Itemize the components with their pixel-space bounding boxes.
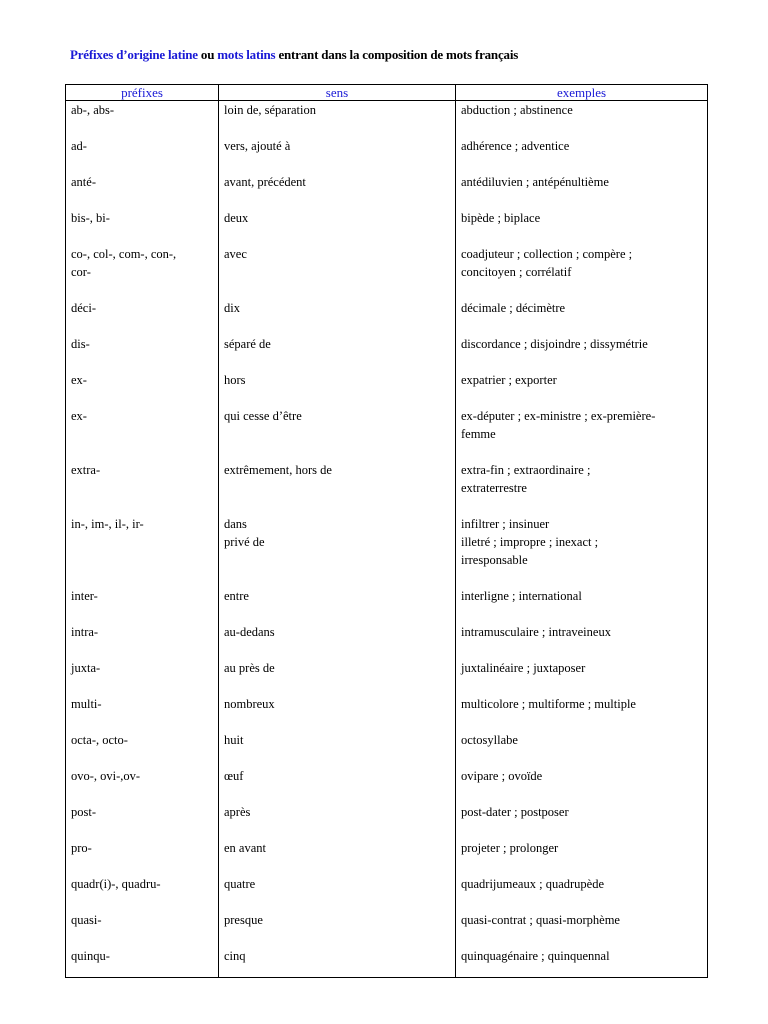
exemples-cell: extra-fin ; extraordinaire ; extraterrestre [456,461,708,515]
sens-cell: deux [219,209,456,245]
sens-cell: vers, ajouté à [219,137,456,173]
exemples-cell: ovipare ; ovoïde [456,767,708,803]
exemples-cell: décimale ; décimètre [456,299,708,335]
sens-cell: en avant [219,839,456,875]
table-row [66,767,708,803]
sens-cell: presque [219,911,456,947]
exemples-cell: projeter ; prolonger [456,839,708,875]
exemples-cell: post-dater ; postposer [456,803,708,839]
prefix-cell: quinqu- [66,947,219,978]
prefix-cell: multi- [66,695,219,731]
table-row [66,209,708,245]
exemples-cell: interligne ; international [456,587,708,623]
header-row [66,85,708,101]
sens-cell: œuf [219,767,456,803]
table-row [66,623,708,659]
prefix-cell: extra- [66,461,219,515]
table-row [66,911,708,947]
exemples-cell: intramusculaire ; intraveineux [456,623,708,659]
table-row [66,137,708,173]
prefix-cell: juxta- [66,659,219,695]
sens-cell: avec [219,245,456,299]
exemples-cell: discordance ; disjoindre ; dissymétrie [456,335,708,371]
document-title [70,47,730,63]
prefix-cell: post- [66,803,219,839]
table-row [66,407,708,461]
prefix-cell: déci- [66,299,219,335]
sens-cell: nombreux [219,695,456,731]
sens-cell: quatre [219,875,456,911]
sens-cell: qui cesse d’être [219,407,456,461]
prefix-cell: anté- [66,173,219,209]
prefix-table [65,84,708,978]
exemples-cell: juxtalinéaire ; juxtaposer [456,659,708,695]
prefix-cell: bis-, bi- [66,209,219,245]
table-row [66,659,708,695]
sens-cell: cinq [219,947,456,978]
sens-cell: extrêmement, hors de [219,461,456,515]
table-row [66,245,708,299]
prefix-cell: quasi- [66,911,219,947]
sens-cell: dix [219,299,456,335]
exemples-cell: quinquagénaire ; quinquennal [456,947,708,978]
table-row [66,101,708,138]
column-header-sens: sens [219,85,456,101]
sens-cell: avant, précédent [219,173,456,209]
exemples-cell: expatrier ; exporter [456,371,708,407]
table-row [66,731,708,767]
table-row [66,371,708,407]
exemples-cell: bipède ; biplace [456,209,708,245]
table-row [66,299,708,335]
table-row [66,587,708,623]
prefix-cell: in-, im-, il-, ir- [66,515,219,587]
sens-cell: après [219,803,456,839]
sens-cell: dans privé de [219,515,456,587]
exemples-cell: adhérence ; adventice [456,137,708,173]
title-rest: entrant dans la composition de mots français [275,47,519,62]
prefix-cell: ovo-, ovi-,ov- [66,767,219,803]
exemples-cell: abduction ; abstinence [456,101,708,138]
prefix-cell: dis- [66,335,219,371]
prefix-cell: ab-, abs- [66,101,219,138]
prefix-cell: intra- [66,623,219,659]
table-header [66,85,708,101]
prefix-cell: pro- [66,839,219,875]
table-row [66,173,708,209]
table-row [66,515,708,587]
sens-cell: entre [219,587,456,623]
prefix-cell: ex- [66,407,219,461]
sens-cell: loin de, séparation [219,101,456,138]
sens-cell: hors [219,371,456,407]
prefix-cell: ad- [66,137,219,173]
sens-cell: au-dedans [219,623,456,659]
table-row [66,335,708,371]
exemples-cell: ex-députer ; ex-ministre ; ex-première- femme [456,407,708,461]
table-row [66,947,708,978]
sens-cell: séparé de [219,335,456,371]
exemples-cell: quasi-contrat ; quasi-morphème [456,911,708,947]
sens-cell: huit [219,731,456,767]
exemples-cell: infiltrer ; insinuer illetré ; impropre ; inexact ; irresponsable [456,515,708,587]
title-connector: ou [197,47,218,62]
exemples-cell: quadrijumeaux ; quadrupède [456,875,708,911]
table-row [66,875,708,911]
table-body [66,101,708,978]
sens-cell: au près de [219,659,456,695]
exemples-cell: antédiluvien ; antépénultième [456,173,708,209]
exemples-cell: coadjuteur ; collection ; compère ; concitoyen ; corrélatif [456,245,708,299]
prefix-cell: quadr(i)-, quadru- [66,875,219,911]
table-row [66,695,708,731]
prefix-cell: ex- [66,371,219,407]
title-latin-words: mots latins [217,47,276,62]
exemples-cell: multicolore ; multiforme ; multiple [456,695,708,731]
prefix-cell: co-, col-, com-, con-, cor- [66,245,219,299]
prefix-cell: octa-, octo- [66,731,219,767]
table-row [66,803,708,839]
column-header-prefixes: préfixes [66,85,219,101]
exemples-cell: octosyllabe [456,731,708,767]
title-latin-prefixes: Préfixes d’origine latine [70,47,198,62]
table-row [66,461,708,515]
column-header-exemples: exemples [456,85,708,101]
prefix-cell: inter- [66,587,219,623]
table-row [66,839,708,875]
